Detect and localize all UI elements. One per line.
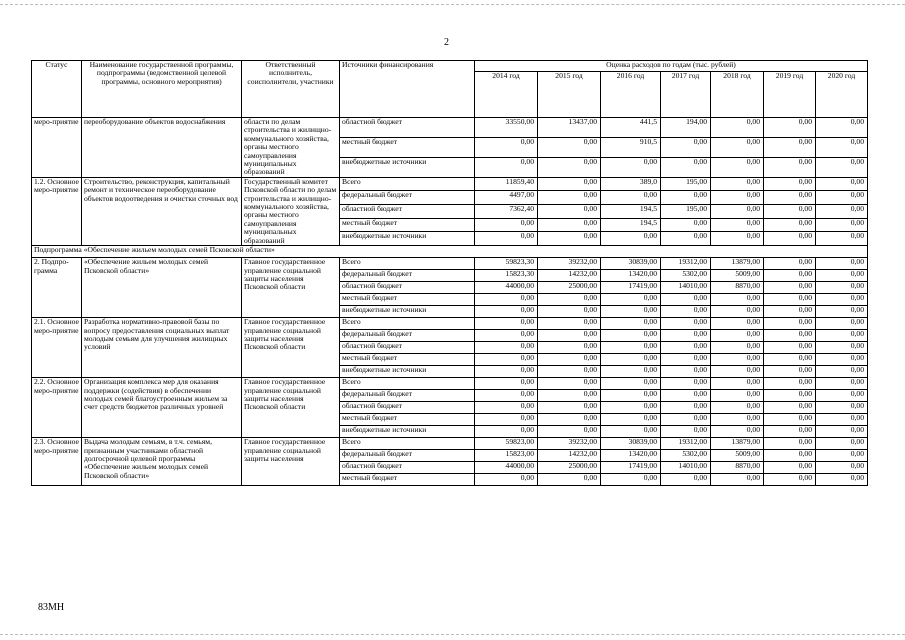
row-value: 0,00 — [764, 294, 816, 306]
row-value: 0,00 — [538, 378, 601, 390]
row-value: 14232,00 — [538, 270, 601, 282]
row-value: 441,5 — [601, 118, 661, 138]
table-row — [32, 177, 868, 191]
row-value: 13879,00 — [711, 258, 764, 270]
row-value: 0,00 — [601, 232, 661, 246]
row-value: 0,00 — [538, 218, 601, 232]
row-value: 0,00 — [475, 157, 538, 177]
row-source: областной бюджет — [340, 205, 475, 219]
row-value: 0,00 — [475, 218, 538, 232]
row-value: 0,00 — [661, 366, 711, 378]
row-value: 15823,00 — [475, 450, 538, 462]
row-value: 0,00 — [475, 342, 538, 354]
row-value: 195,00 — [661, 205, 711, 219]
row-value: 0,00 — [764, 402, 816, 414]
header-executor: Ответственный исполнитель, соисполнители, участники — [242, 61, 340, 118]
row-value: 0,00 — [475, 414, 538, 426]
row-value: 0,00 — [711, 118, 764, 138]
row-value: 0,00 — [538, 354, 601, 366]
row-value: 0,00 — [601, 426, 661, 438]
header-source: Источники финансирования — [340, 61, 475, 118]
row-value: 39232,00 — [538, 438, 601, 450]
section-row — [32, 246, 868, 258]
row-value: 0,00 — [764, 232, 816, 246]
row-value: 11859,40 — [475, 177, 538, 191]
row-value: 0,00 — [601, 378, 661, 390]
row-value: 0,00 — [816, 270, 868, 282]
row-value: 0,00 — [711, 414, 764, 426]
row-status: меро-приятие — [32, 118, 82, 178]
row-value: 0,00 — [661, 318, 711, 330]
row-value: 0,00 — [816, 294, 868, 306]
row-value: 0,00 — [475, 474, 538, 486]
header-name: Наименование государственной программы, подпрограммы (ведомственной целевой программы, основного мероприятия) — [82, 61, 242, 118]
row-status: 2.2. Основное меро-приятие — [32, 378, 82, 438]
row-value: 0,00 — [661, 426, 711, 438]
row-value: 0,00 — [711, 191, 764, 205]
row-source: местный бюджет — [340, 294, 475, 306]
row-value: 0,00 — [764, 218, 816, 232]
row-value: 0,00 — [816, 390, 868, 402]
header-year: 2017 год — [661, 72, 711, 118]
row-value: 25000,00 — [538, 282, 601, 294]
row-value: 0,00 — [816, 426, 868, 438]
row-value: 0,00 — [764, 205, 816, 219]
row-executor: области по делам строительства и жилищно-коммунального хозяйства, органы местного самоуправления муниципальных образований — [242, 118, 340, 178]
row-value: 0,00 — [538, 342, 601, 354]
row-value: 0,00 — [661, 342, 711, 354]
row-status: 1.2. Основное меро-приятие — [32, 177, 82, 245]
row-name: Строительство, реконструкция, капитальный ремонт и техническое переоборудование объектов водоотведения и очистки сточных вод — [82, 177, 242, 245]
row-value: 0,00 — [816, 306, 868, 318]
row-value: 13437,00 — [538, 118, 601, 138]
row-value: 14010,00 — [661, 462, 711, 474]
row-value: 0,00 — [475, 137, 538, 157]
header-year: 2015 год — [538, 72, 601, 118]
header-year: 2018 год — [711, 72, 764, 118]
row-value: 0,00 — [711, 205, 764, 219]
row-source: Всего — [340, 318, 475, 330]
row-value: 59823,00 — [475, 438, 538, 450]
row-source: областной бюджет — [340, 462, 475, 474]
row-value: 0,00 — [601, 318, 661, 330]
row-value: 0,00 — [816, 342, 868, 354]
row-name: переоборудование объектов водоснабжения — [82, 118, 242, 178]
row-value: 194,5 — [601, 205, 661, 219]
row-value: 0,00 — [711, 354, 764, 366]
row-value: 0,00 — [538, 318, 601, 330]
row-value: 0,00 — [764, 342, 816, 354]
row-value: 0,00 — [601, 390, 661, 402]
scan-edge-top — [0, 4, 905, 5]
row-value: 0,00 — [764, 354, 816, 366]
row-value: 33550,00 — [475, 118, 538, 138]
row-source: местный бюджет — [340, 414, 475, 426]
row-value: 0,00 — [711, 294, 764, 306]
row-value: 0,00 — [711, 378, 764, 390]
row-source: федеральный бюджет — [340, 450, 475, 462]
row-value: 0,00 — [601, 366, 661, 378]
row-value: 0,00 — [711, 330, 764, 342]
header-status: Статус — [32, 61, 82, 118]
row-value: 0,00 — [475, 306, 538, 318]
row-value: 0,00 — [711, 474, 764, 486]
row-value: 0,00 — [475, 294, 538, 306]
row-value: 0,00 — [764, 462, 816, 474]
row-value: 0,00 — [816, 378, 868, 390]
row-executor: Главное государственное управление социальной защиты населения Псковской области — [242, 258, 340, 318]
row-value: 0,00 — [475, 232, 538, 246]
scan-edge-bottom — [0, 634, 905, 635]
expenditure-table — [31, 60, 868, 486]
row-value: 19312,00 — [661, 258, 711, 270]
row-value: 5009,00 — [711, 450, 764, 462]
row-value: 0,00 — [538, 366, 601, 378]
row-value: 0,00 — [601, 342, 661, 354]
row-value: 17419,00 — [601, 462, 661, 474]
row-source: внебюджетные источники — [340, 157, 475, 177]
row-value: 13420,00 — [601, 450, 661, 462]
row-name: Выдача молодым семьям, в т.ч. семьям, признанным участниками областной долгосрочной целевой программы «Обеспечение жильем молодых семей Псковской области» — [82, 438, 242, 486]
row-value: 0,00 — [475, 318, 538, 330]
row-value: 0,00 — [711, 137, 764, 157]
row-source: федеральный бюджет — [340, 390, 475, 402]
row-status: 2.3. Основное меро-приятие — [32, 438, 82, 486]
row-value: 0,00 — [661, 390, 711, 402]
row-value: 0,00 — [816, 414, 868, 426]
row-source: местный бюджет — [340, 354, 475, 366]
row-value: 0,00 — [475, 354, 538, 366]
row-value: 5009,00 — [711, 270, 764, 282]
row-value: 0,00 — [816, 354, 868, 366]
row-value: 17419,00 — [601, 282, 661, 294]
row-value: 0,00 — [816, 318, 868, 330]
header-year: 2019 год — [764, 72, 816, 118]
row-value: 0,00 — [816, 462, 868, 474]
row-value: 0,00 — [764, 306, 816, 318]
row-value: 0,00 — [711, 232, 764, 246]
row-value: 0,00 — [764, 366, 816, 378]
row-value: 0,00 — [816, 366, 868, 378]
row-value: 0,00 — [764, 390, 816, 402]
row-value: 13420,00 — [601, 270, 661, 282]
row-executor: Главное государственное управление социальной защиты населения Псковской области — [242, 318, 340, 378]
row-value: 0,00 — [661, 378, 711, 390]
row-value: 0,00 — [661, 474, 711, 486]
row-value: 0,00 — [764, 270, 816, 282]
row-value: 0,00 — [764, 438, 816, 450]
row-value: 0,00 — [661, 191, 711, 205]
row-value: 0,00 — [816, 205, 868, 219]
row-value: 0,00 — [601, 474, 661, 486]
row-value: 0,00 — [661, 294, 711, 306]
row-value: 0,00 — [711, 157, 764, 177]
row-value: 15823,30 — [475, 270, 538, 282]
row-value: 0,00 — [538, 474, 601, 486]
row-value: 0,00 — [764, 474, 816, 486]
row-source: внебюджетные источники — [340, 426, 475, 438]
row-value: 59823,30 — [475, 258, 538, 270]
row-value: 0,00 — [764, 318, 816, 330]
row-value: 0,00 — [538, 330, 601, 342]
row-value: 0,00 — [661, 306, 711, 318]
row-value: 7362,40 — [475, 205, 538, 219]
row-executor: Государственный комитет Псковской области по делам строительства и жилищно-коммунального хозяйства, органы местного самоуправления муниципальных образований — [242, 177, 340, 245]
row-value: 0,00 — [816, 282, 868, 294]
section-title: Подпрограмма «Обеспечение жильем молодых семей Псковской области» — [32, 246, 868, 258]
row-value: 5302,00 — [661, 450, 711, 462]
row-value: 0,00 — [764, 426, 816, 438]
row-value: 0,00 — [601, 330, 661, 342]
row-value: 0,00 — [711, 366, 764, 378]
row-value: 0,00 — [711, 390, 764, 402]
row-value: 0,00 — [816, 218, 868, 232]
row-source: внебюджетные источники — [340, 232, 475, 246]
row-value: 8870,00 — [711, 282, 764, 294]
row-value: 0,00 — [711, 218, 764, 232]
page-number: 2 — [444, 37, 449, 48]
row-value: 0,00 — [475, 426, 538, 438]
row-value: 0,00 — [764, 330, 816, 342]
row-value: 0,00 — [538, 390, 601, 402]
row-source: федеральный бюджет — [340, 330, 475, 342]
row-value: 0,00 — [711, 177, 764, 191]
row-value: 0,00 — [661, 137, 711, 157]
row-value: 0,00 — [661, 402, 711, 414]
row-value: 0,00 — [538, 294, 601, 306]
table-row — [32, 378, 868, 390]
row-value: 0,00 — [711, 306, 764, 318]
row-value: 0,00 — [816, 438, 868, 450]
row-value: 910,5 — [601, 137, 661, 157]
header-estimate: Оценка расходов по годам (тыс. рублей) — [475, 61, 868, 72]
row-value: 0,00 — [816, 177, 868, 191]
row-value: 0,00 — [764, 118, 816, 138]
row-value: 0,00 — [711, 318, 764, 330]
row-value: 0,00 — [764, 414, 816, 426]
row-source: местный бюджет — [340, 218, 475, 232]
row-value: 0,00 — [764, 177, 816, 191]
row-value: 0,00 — [538, 177, 601, 191]
table-row — [32, 118, 868, 138]
row-source: внебюджетные источники — [340, 306, 475, 318]
row-value: 14010,00 — [661, 282, 711, 294]
row-value: 389,0 — [601, 177, 661, 191]
row-value: 0,00 — [816, 232, 868, 246]
row-value: 8870,00 — [711, 462, 764, 474]
row-value: 39232,00 — [538, 258, 601, 270]
row-value: 0,00 — [816, 450, 868, 462]
row-value: 0,00 — [711, 402, 764, 414]
row-value: 0,00 — [475, 402, 538, 414]
row-value: 0,00 — [661, 157, 711, 177]
row-source: областной бюджет — [340, 342, 475, 354]
row-value: 44000,00 — [475, 282, 538, 294]
row-value: 0,00 — [661, 232, 711, 246]
row-value: 0,00 — [475, 390, 538, 402]
row-value: 0,00 — [816, 118, 868, 138]
row-value: 0,00 — [816, 330, 868, 342]
row-value: 5302,00 — [661, 270, 711, 282]
table-row — [32, 258, 868, 270]
row-source: Всего — [340, 258, 475, 270]
row-value: 0,00 — [764, 258, 816, 270]
row-value: 0,00 — [538, 426, 601, 438]
row-value: 0,00 — [764, 378, 816, 390]
row-value: 195,00 — [661, 177, 711, 191]
row-value: 30839,00 — [601, 258, 661, 270]
row-status: 2.1. Основное меро-приятие — [32, 318, 82, 378]
row-value: 4497,00 — [475, 191, 538, 205]
row-value: 0,00 — [816, 258, 868, 270]
row-value: 0,00 — [711, 426, 764, 438]
row-value: 0,00 — [816, 474, 868, 486]
row-value: 0,00 — [475, 366, 538, 378]
row-value: 0,00 — [816, 137, 868, 157]
row-name: Организация комплекса мер для оказания поддержки (содействия) в обеспечении молодых семей благоустроенным жильем за счет средств бюджетов различных уровней — [82, 378, 242, 438]
table-row — [32, 318, 868, 330]
row-source: областной бюджет — [340, 118, 475, 138]
row-value: 0,00 — [538, 232, 601, 246]
row-value: 0,00 — [816, 191, 868, 205]
row-source: федеральный бюджет — [340, 270, 475, 282]
row-value: 0,00 — [538, 402, 601, 414]
row-source: внебюджетные источники — [340, 366, 475, 378]
row-source: областной бюджет — [340, 402, 475, 414]
row-value: 0,00 — [538, 157, 601, 177]
row-value: 0,00 — [661, 354, 711, 366]
header-year: 2020 год — [816, 72, 868, 118]
row-value: 194,00 — [661, 118, 711, 138]
row-source: местный бюджет — [340, 137, 475, 157]
row-value: 0,00 — [764, 157, 816, 177]
row-source: Всего — [340, 438, 475, 450]
row-value: 0,00 — [601, 191, 661, 205]
row-value: 0,00 — [538, 414, 601, 426]
row-source: федеральный бюджет — [340, 191, 475, 205]
row-value: 0,00 — [601, 157, 661, 177]
row-status: 2. Подпро-грамма — [32, 258, 82, 318]
row-value: 44000,00 — [475, 462, 538, 474]
row-value: 0,00 — [764, 191, 816, 205]
row-value: 14232,00 — [538, 450, 601, 462]
row-value: 0,00 — [601, 414, 661, 426]
row-value: 25000,00 — [538, 462, 601, 474]
document-code: 83МН — [38, 602, 65, 613]
row-value: 0,00 — [764, 450, 816, 462]
row-value: 0,00 — [661, 218, 711, 232]
row-source: местный бюджет — [340, 474, 475, 486]
row-value: 0,00 — [475, 330, 538, 342]
row-value: 0,00 — [764, 137, 816, 157]
row-value: 30839,00 — [601, 438, 661, 450]
row-source: областной бюджет — [340, 282, 475, 294]
row-value: 0,00 — [661, 414, 711, 426]
header-year: 2014 год — [475, 72, 538, 118]
row-value: 13879,00 — [711, 438, 764, 450]
row-value: 0,00 — [538, 191, 601, 205]
row-name: «Обеспечение жильем молодых семей Псковской области» — [82, 258, 242, 318]
row-value: 0,00 — [711, 342, 764, 354]
row-value: 0,00 — [764, 282, 816, 294]
row-value: 0,00 — [538, 306, 601, 318]
row-value: 0,00 — [601, 354, 661, 366]
header-year: 2016 год — [601, 72, 661, 118]
row-executor: Главное государственное управление социальной защиты населения — [242, 438, 340, 486]
row-value: 19312,00 — [661, 438, 711, 450]
row-value: 194,5 — [601, 218, 661, 232]
row-source: Всего — [340, 177, 475, 191]
row-executor: Главное государственное управление социальной защиты населения Псковской области — [242, 378, 340, 438]
row-value: 0,00 — [601, 402, 661, 414]
table-row — [32, 438, 868, 450]
row-value: 0,00 — [538, 205, 601, 219]
row-value: 0,00 — [816, 157, 868, 177]
row-name: Разработка нормативно-правовой базы по вопросу предоставления социальных выплат молодым семьям для улучшения жилищных условий — [82, 318, 242, 378]
row-value: 0,00 — [601, 306, 661, 318]
row-value: 0,00 — [475, 378, 538, 390]
row-source: Всего — [340, 378, 475, 390]
row-value: 0,00 — [661, 330, 711, 342]
row-value: 0,00 — [816, 402, 868, 414]
row-value: 0,00 — [601, 294, 661, 306]
row-value: 0,00 — [538, 137, 601, 157]
